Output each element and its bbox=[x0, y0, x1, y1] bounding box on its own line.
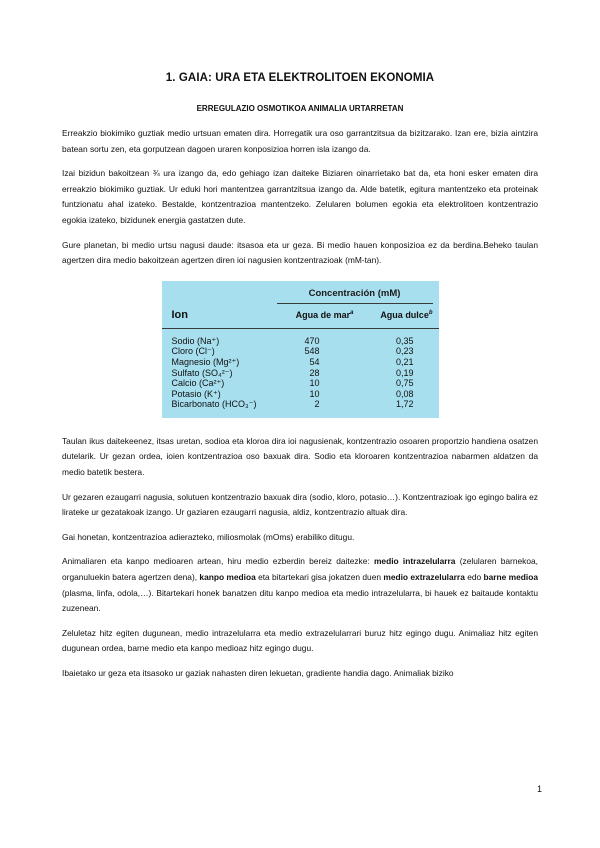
paragraph-6: Gai honetan, kontzentrazioa adierazteko, miliosmolak (mOms) erabiliko ditugu. bbox=[62, 531, 355, 542]
freshwater-cell: 0,35 bbox=[395, 335, 414, 346]
ion-cell: Cloro (Cl⁻) bbox=[171, 346, 215, 357]
paragraph-7: Animaliaren eta kanpo medioaren artean, hiru medio ezberdin bereiz daitezke: medio intrazelularra (zelularen barnekoa, organuluekin batera agertzen dena), kanpo medioa eta bitartekari gisa jokatzen duen medio extrazelularra edo barne medioa (plasma, linfa, odola,…). Bitartekari honek banatzen ditu kanpo medioa eta medio intrazelularra, bi hauek ez baitaude kontaktu zuzenean. bbox=[62, 556, 538, 614]
term-medio-extrazelularra: medio extrazelularra bbox=[383, 571, 465, 582]
freshwater-cell: 0,19 bbox=[395, 367, 414, 378]
ion-concentration-table bbox=[162, 281, 439, 418]
table-row bbox=[162, 399, 439, 410]
ion-cell: Bicarbonato (HCO₃⁻) bbox=[171, 399, 257, 410]
seawater-cell: 10 bbox=[309, 378, 320, 389]
paragraph-3: Gure planetan, bi medio urtsu nagusi daude: itsasoa eta ur geza. Bi medio hauen konposizioa ez da berdina.Beheko taulan agertzen dira medio bakoitzean agertzen diren ioi nagusien kontzentrazioak (mM-tan). bbox=[62, 239, 538, 266]
freshwater-column-header: Agua dulce$^b$ bbox=[380, 309, 433, 320]
page-number: 1 bbox=[536, 784, 542, 794]
seawater-cell: 28 bbox=[309, 367, 320, 378]
section-subtitle: ERREGULAZIO OSMOTIKOA ANIMALIA URTARRETAN bbox=[196, 104, 404, 113]
table-row bbox=[162, 336, 439, 347]
ion-cell: Sodio (Na⁺) bbox=[171, 335, 220, 346]
seawater-cell: 10 bbox=[309, 388, 320, 399]
paragraph-8: Zeluletaz hitz egiten dugunean, medio intrazelularra eta medio extrazelularrari buruz hitz egingo dugu. Animaliaz hitz egiten dugunean ordea, barne medio eta kanpo medioaz hitz egingo dugu. bbox=[62, 627, 538, 654]
table-row bbox=[162, 378, 439, 389]
term-barne-medioa: barne medioa bbox=[483, 571, 538, 582]
table-row bbox=[162, 357, 439, 368]
seawater-cell: 2 bbox=[314, 399, 320, 410]
seawater-cell: 54 bbox=[309, 356, 320, 367]
paragraph-5: Ur gezaren ezaugarri nagusia, solutuen kontzentrazio baxuak dira (sodio, kloro, potasio…). Kontzentrazioak igo egingo balira ez lirateke ur gezatakoak izango. Ur gaziaren ezaugarri nagusia, aldiz, kontzentrazio altuak dira. bbox=[62, 491, 538, 518]
freshwater-cell: 0,75 bbox=[395, 378, 414, 389]
ion-cell: Calcio (Ca²⁺) bbox=[171, 378, 225, 389]
paragraph-9: Ibaietako ur geza eta itsasoko ur gaziak nahasten diren lekuetan, gradiente handia dago. Animaliak biziko bbox=[62, 667, 454, 678]
table-body bbox=[162, 336, 439, 410]
concentration-heading: Concentración (mM) bbox=[308, 287, 401, 299]
paragraph-1: Erreakzio biokimiko guztiak medio urtsuan ematen dira. Horregatik ura oso garrantzitsua da bizitzarako. Izan ere, bizia aintzira batean sortu zen, eta gorputzean dagoen uraren konposizioa horren isla izango da. bbox=[62, 128, 538, 154]
seawater-column-header: Agua de mar$^a$ bbox=[295, 309, 354, 320]
freshwater-cell: 0,21 bbox=[395, 356, 414, 367]
table-row bbox=[162, 389, 439, 400]
page-content bbox=[62, 72, 538, 681]
ion-cell: Potasio (K⁺) bbox=[171, 388, 221, 399]
table-row bbox=[162, 346, 439, 357]
ion-cell: Magnesio (Mg²⁺) bbox=[171, 356, 240, 367]
ion-column-header: Ion bbox=[171, 308, 188, 321]
paragraph-4: Taulan ikus daitekeenez, itsas uretan, sodioa eta kloroa dira ioi nagusienak, kontzentrazio osoaren proportzio handiena osatzen dutelarik. Ur gezan ordea, ioien kontzentrazioa oso baxuak dira. Sodio eta kloroaren kontzentrazioa nabarmen aldatzen da medio batetik bestera. bbox=[62, 435, 538, 477]
freshwater-cell: 0,23 bbox=[395, 346, 414, 357]
paragraph-2: Izai bizidun bakoitzean ¾ ura izango da, edo gehiago izan daiteke Biziaren oinarrietako bat da, eta honi esker ematen dira erreakzio biokimiko guztiak. Ur eduki hori mantentzea garrantzitsua izango da. Alde batetik, egitura mantentzeko eta proteinak funtzionatu ahal izateko. Bestalde, kontzentrazioa mantentzeko. Zelularen bolumen egokia eta elektrolitoen kontzentrazio egokia izateko, bizidunek energia gastatzen dute. bbox=[62, 168, 538, 225]
table-row bbox=[162, 368, 439, 379]
ion-cell: Sulfato (SO₄²⁻) bbox=[171, 367, 233, 378]
seawater-cell: 470 bbox=[304, 335, 320, 346]
freshwater-cell: 0,08 bbox=[395, 388, 414, 399]
header-rule bbox=[277, 303, 433, 304]
seawater-cell: 548 bbox=[304, 346, 320, 357]
term-medio-intrazelularra: medio intrazelularra bbox=[373, 556, 456, 567]
freshwater-cell: 1,72 bbox=[395, 399, 414, 410]
document-title: 1. GAIA: URA ETA ELEKTROLITOEN EKONOMIA bbox=[165, 72, 435, 84]
term-kanpo-medioa: kanpo medioa bbox=[199, 571, 256, 582]
table-header bbox=[162, 281, 439, 329]
